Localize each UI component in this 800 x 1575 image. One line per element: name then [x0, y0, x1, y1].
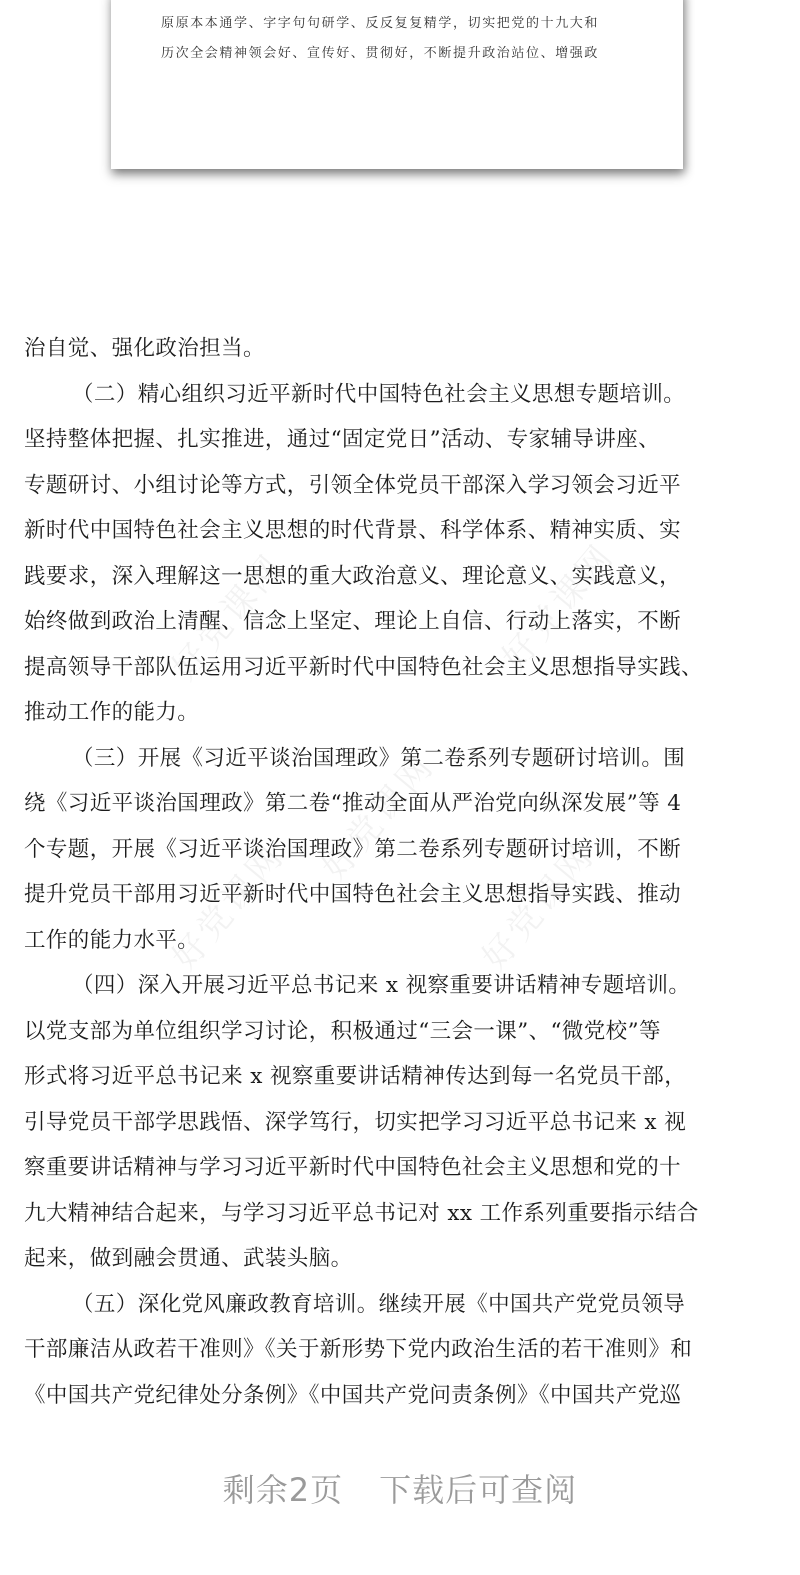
preview-text-line: 历次全会精神领会好、宣传好、贯彻好，不断提升政治站位、增强政 [161, 46, 600, 61]
section-heading-line: （五）深化党风廉政教育培训。继续开展《中国共产党党员领导 [72, 1291, 686, 1317]
document-line: 提高领导干部队伍运用习近平新时代中国特色社会主义思想指导实践、 [24, 654, 703, 680]
previous-page-preview-card [111, 0, 683, 169]
section-heading-line: （三）开展《习近平谈治国理政》第二卷系列专题研讨培训。围 [72, 745, 686, 771]
document-body [24, 326, 784, 1418]
document-line: 起来，做到融会贯通、武装头脑。 [24, 1246, 353, 1271]
document-line: 《中国共产党纪律处分条例》《中国共产党问责条例》《中国共产党巡 [24, 1382, 682, 1408]
document-line: 个专题，开展《习近平谈治国理政》第二卷系列专题研讨培训，不断 [24, 836, 682, 862]
document-line: 始终做到政治上清醒、信念上坚定、理论上自信、行动上落实，不断 [24, 609, 682, 634]
document-line: 推动工作的能力。 [24, 700, 200, 725]
section-heading-line: （二）精心组织习近平新时代中国特色社会主义思想专题培训。 [72, 381, 686, 407]
section-heading-line: （四）深入开展习近平总书记来 x 视察重要讲话精神专题培训。 [72, 973, 691, 998]
watermark: 好党课网 [474, 835, 603, 978]
document-line: 治自觉、强化政治担当。 [24, 336, 265, 361]
document-line: 新时代中国特色社会主义思想的时代背景、科学体系、精神实质、实 [24, 518, 682, 543]
document-line: 绕《习近平谈治国理政》第二卷“推动全面从严治党向纵深发展”等 4 [24, 791, 682, 816]
document-line: 专题研讨、小组讨论等方式，引领全体党员干部深入学习领会习近平 [24, 472, 682, 498]
document-line: 察重要讲话精神与学习习近平新时代中国特色社会主义思想和党的十 [24, 1155, 682, 1180]
preview-text-line: 原原本本通学、字字句句研学、反反复复精学，切实把党的十九大和 [161, 16, 600, 31]
document-line: 以党支部为单位组织学习讨论，积极通过“三会一课”、“微党校”等 [24, 1018, 661, 1044]
document-line: 干部廉洁从政若干准则》《关于新形势下党内政治生活的若干准则》和 [24, 1337, 693, 1362]
download-hint-label: 下载后可查阅 [379, 1471, 578, 1509]
document-line: 坚持整体把握、扎实推进，通过“固定党日”活动、专家辅导讲座、 [24, 427, 660, 452]
watermark: 好党课网 [164, 545, 293, 688]
document-line: 践要求，深入理解这一思想的重大政治意义、理论意义、实践意义， [24, 563, 682, 589]
watermark: 好党课网 [494, 535, 623, 678]
remaining-pages-label: 剩余2页 [222, 1471, 344, 1509]
document-line: 提升党员干部用习近平新时代中国特色社会主义思想指导实践、推动 [24, 882, 682, 907]
watermark: 好党课网 [164, 835, 293, 978]
download-to-read-more-banner[interactable] [0, 1465, 800, 1511]
document-line: 工作的能力水平。 [24, 927, 200, 953]
watermark: 好党课网 [314, 745, 443, 888]
document-line: 形式将习近平总书记来 x 视察重要讲话精神传达到每一名党员干部， [24, 1064, 687, 1089]
document-line: 九大精神结合起来，与学习习近平总书记对 xx 工作系列重要指示结合 [24, 1200, 699, 1226]
document-line: 引导党员干部学思践悟、深学笃行，切实把学习习近平总书记来 x 视 [24, 1109, 687, 1135]
